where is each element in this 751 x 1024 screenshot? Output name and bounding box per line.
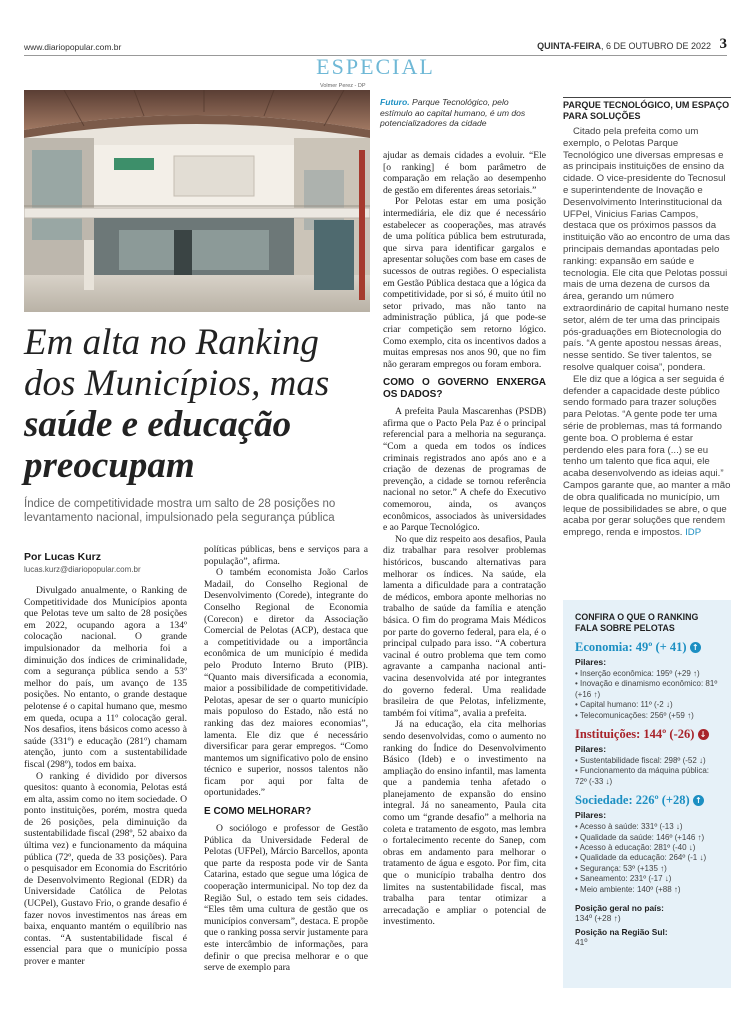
headline-light: Em alta no Ranking dos Municípios, mas [24, 322, 330, 404]
ranking-summary [575, 903, 721, 923]
arrow-up-icon: ↑ [693, 795, 704, 806]
pillar-item: • Inovação e dinamismo econômico: 81º (+16 ↑) [575, 679, 721, 700]
pillar-list [575, 822, 721, 895]
ranking-category-name: Sociedade: 226º (+28) [575, 793, 690, 808]
article-photo [24, 90, 370, 312]
ranking-category [575, 793, 721, 808]
subheadline: Índice de competitividade mostra um salto de 28 posições no levantamento nacional, impulsionado pela segurança pública [24, 498, 336, 524]
pillar-item: • Qualidade da saúde: 146º (+146 ↑) [575, 833, 721, 843]
sidebar-signoff: IDP [685, 527, 702, 539]
ranking-category [575, 640, 721, 655]
summary-value: 134º (+28 ↑) [575, 913, 621, 924]
pillar-item: • Qualidade da educação: 264º (-1 ↓) [575, 853, 721, 863]
ranking-category-name: Instituições: 144º (-26) [575, 727, 695, 742]
pillar-item: • Acesso à saúde: 331º (-13 ↓) [575, 822, 721, 832]
paragraph: Já na educação, ela cita melhorias sendo desenvolvidas, como o aumento no ranking do Índice do Desenvolvimento Básico (Ideb) e o investimento na ampliação do ensino infantil, mas lamenta que a pandemia tenha afetado o planejamento de expansão do ensino integral. Já no saneamento, Paula cita como um “grande desafio” a melhoria na coleta e tratamento de esgoto, mas lembra o fortalecimento recente do Sanep, com obras em andamento para melhorar o tratamento de água e esgoto. Por fim, cita que o município trabalha dentro dos limites na sustentabilidade fiscal, mas trabalha para tentar otimizar a arrecadação e ampliar o potencial de investimento. [383, 719, 546, 928]
paragraph: O ranking é dividido por diversos quesitos: quanto à economia, Pelotas está em alta, assim como no item sociedade. O ponto instituições, porém, mostra queda de 26 posições, pela diminuição da sustentabilidade fiscal (298º, 52 abaixo da última vez) e funcionamento da máquina pública (72º, queda de 33 posições). Para o pesquisador em Economia do Escritório de Desenvolvimento Regional (EDR) da Universidade Católica de Pelotas (UCPel), Gustavo Frio, o grande desafio é fazer novos investimentos nas áreas em baixa, enquanto mantém o equilíbrio nas contas. “A sustentabilidade fiscal é essencial para que o município possa prover e manter [24, 770, 187, 967]
sidebar-story [563, 100, 731, 539]
paragraph: Divulgado anualmente, o Ranking de Competitividade dos Municípios aponta que Pelotas teve um salto de 28 posições em 2022, ocupando agora a 134º colocação nacional. O grande impulsionador da melhoria foi a diminuição dos índices de criminalidade, com a segurança pública sendo a 53º melhor do país, um avanço de 135 posições. No entanto, o grande destaque pelotense é o capital humano que, mesmo em queda, ocupa a 11º colocação geral. Nos desafios, itens básicos como acesso à saúde (331º) e educação (281º) chamam atenção, junto com a sustentabilidade fiscal (298º), todos em baixa. [24, 585, 187, 770]
byline: Por Lucas Kurz [24, 551, 102, 563]
subhead: COMO O GOVERNO ENXERGA OS DADOS? [383, 377, 546, 401]
photo-credit: Volmer Perez - DP [320, 83, 366, 89]
paragraph: políticas públicas, bens e serviços para a população”, afirma. [204, 544, 368, 567]
page-number: 3 [719, 36, 727, 52]
pillars-label: Pilares: [575, 810, 607, 821]
headline-bold: saúde e educação preocupam [24, 404, 292, 486]
sidebar-title: PARQUE TECNOLÓGICO, UM ESPAÇO PARA SOLUÇÕES [563, 100, 730, 121]
photo-caption: Futuro. Parque Tecnológico, pelo estímulo ao capital humano, é um dos potencializadores da cidade [380, 97, 526, 128]
summary-label: Posição geral no país: [575, 903, 664, 914]
sidebar-rule [563, 97, 731, 98]
paragraph: Por Pelotas estar em uma posição intermediária, ele diz que é necessário estabelecer as cooperações, mas através de uma política pública bem estruturada, que sirva para identificar gargalos e apresentar soluções com base em cases de sucessos de outras regiões. O especialista em Gestão Pública destaca que a lógica da competitividade, por si só, é muito útil no setor privado, mas não tanto na administração pública, já que pode-se criar competição sem retorno lógico. Como exemplo, cita os incentivos dados a muitas empresas nos anos 90, que no fim não geraram empregos ou foram embora. [383, 196, 546, 370]
paragraph: O também economista João Carlos Madail, do Conselho Regional de Desenvolvimento (Corede), integrante do Conselho Regional de Economia (Corecon) e diretor da Associação Comercial de Pelotas (ACP), destaca que a competitividade ou a importância econômica de um município é medida pelo Produto Interno Bruto (PIB). “Quanto mais diversificada a economia, maior a possibilidade de competitividade. Pelotas, apesar de ser o quarto município mais populoso do Estado, não está no ranking das dez maiores economias”, lamenta. Ele diz que é necessário diversificar para gerar empregos. “Como mantemos um significativo polo de ensino técnico e superior, nossos talentos não ficam por aqui por falta de oportunidades.” [204, 567, 368, 799]
sidebar-paragraph: Ele diz que a lógica a ser seguida é defender a capacidade deste público sendo formado para trazer soluções para Pelotas. “A gente pode ter uma série de problemas, mas tá formando gente boa. O problema é estar perdendo eles para fora (...) se eu tenho um talento que fica aqui, ele acaba desenvolvendo as ideias aqui.” Campos garante que, ao manter a mão de obra qualificada no município, um leque de possibilidades se abre, o que acaba por gerar soluções que rendem emprego, renda e impostos. IDP [563, 373, 731, 539]
pillar-item: • Acesso à educação: 281º (-40 ↓) [575, 843, 721, 853]
summary-value: 41º [575, 936, 588, 947]
pillar-list [575, 669, 721, 721]
pillar-item: • Saneamento: 231º (-17 ↓) [575, 874, 721, 884]
article-column-2 [204, 544, 368, 974]
pillar-item: • Capital humano: 11º (-2 ↓) [575, 700, 721, 710]
pillar-item: • Telecomunicações: 256º (+59 ↑) [575, 711, 721, 721]
pillar-item: • Segurança: 53º (+135 ↑) [575, 864, 721, 874]
pillar-list [575, 756, 721, 787]
pillar-item: • Inserção econômica: 195º (+29 ↑) [575, 669, 721, 679]
article-column-1 [24, 585, 187, 968]
pillar-item: • Sustentabilidade fiscal: 298º (-52 ↓) [575, 756, 721, 766]
pillars-label: Pilares: [575, 657, 607, 667]
summary-label: Posição na Região Sul: [575, 926, 668, 937]
ranking-box-title: CONFIRA O QUE O RANKING FALA SOBRE PELOTAS [575, 612, 699, 633]
headline [24, 322, 374, 486]
paragraph: A prefeita Paula Mascarenhas (PSDB) afirma que o Pacto Pela Paz é o principal referencial para a melhoria na segurança. “Com a queda em todos os índices criminais registrados ano após ano e a criação de dezenas de programas de prevenção, a cidade se tornou referência nacional no setor.” A chefe do Executivo comemorou, ainda, os avanços econômicos, associados às universidades e ao Parque Tecnológico. [383, 406, 546, 534]
sidebar-paragraph: Citado pela prefeita como um exemplo, o Pelotas Parque Tecnológico une diversas empresas e as principais instituições de ensino da cidade. O vice-presidente do Tecnosul e superintendente de Inovação e Desenvolvimento Interinstitucional da UFPel, Vinicius Farias Campos, destaca que os próximos passos da instituição vão ao encontro de uma das principais demandas apontadas pelo ranking: expansão em saúde e tecnologia. Ele cita que Pelotas possui mais de uma dezena de cursos da área, gerando um número extraordinário de capital humano neste setor, além de ter uma das principais pós-graduações em Biotecnologia do país. “A gente apostou nessas áreas, nesse sentido. Se tiver talentos, se resolve qualquer coisa”, pondera. [563, 126, 730, 373]
pillar-item: • Meio ambiente: 140º (+88 ↑) [575, 885, 721, 895]
pillar-item: • Funcionamento da máquina pública: 72º (-33 ↓) [575, 766, 721, 787]
author-email[interactable]: lucas.kurz@diariopopular.com.br [24, 565, 141, 574]
arrow-down-icon: ↓ [698, 729, 709, 740]
subhead: E COMO MELHORAR? [204, 806, 312, 818]
section-label: ESPECIAL [316, 54, 435, 79]
ranking-category [575, 727, 721, 742]
pillars-label: Pilares: [575, 744, 607, 755]
arrow-up-icon: ↑ [690, 642, 701, 653]
paragraph: ajudar as demais cidades a evoluir. “Ele [o ranking] é bom parâmetro de comparação em relação ao desempenho de gestão em diferentes áreas setoriais.” [383, 150, 546, 196]
paragraph: No que diz respeito aos desafios, Paula diz trabalhar para resolver problemas históricos, buscando alternativas para melhorar os índices. Na saúde, ela lamenta a dificuldade para a contratação de médicos, embora aponte melhorias no trabalho de saúde da família e atenção básica. O fim do programa Mais Médicos por parte do governo federal, para ela, é o principal culpado para isso. “A cobertura vacinal é outro problema que tem como agravante a campanha nacional anti-vacina desenvolvida até por integrantes do governo federal. Uma realidade brasileira de que Pelotas, infelizmente, também foi vítima”, avalia a prefeita. [383, 533, 546, 719]
ranking-category-name: Economia: 49º (+ 41) [575, 640, 687, 654]
building-interior-image [24, 90, 370, 312]
article-column-3 [383, 150, 546, 928]
paragraph: O sociólogo e professor de Gestão Pública da Universidade Federal de Pelotas (UFPel), Márcio Barcellos, aponta que parte da resposta pode vir de Santa Catarina, estado que segue uma lógica de cooperação intermunicipal. No top dez da Região Sul, o estado tem seis cidades. “Eles têm uma cultura de gestão que os municípios conversam”, destaca. E propõe que o ranking possa servir justamente para este intercâmbio de informações, para definir o que precisa melhorar e o que serve de exemplo para [204, 823, 368, 974]
ranking-box [563, 600, 731, 988]
site-url: www.diariopopular.com.br [24, 42, 122, 52]
ranking-summary [575, 927, 721, 947]
issue-date: QUINTA-FEIRA, 6 DE OUTUBRO DE 2022 [537, 41, 711, 51]
